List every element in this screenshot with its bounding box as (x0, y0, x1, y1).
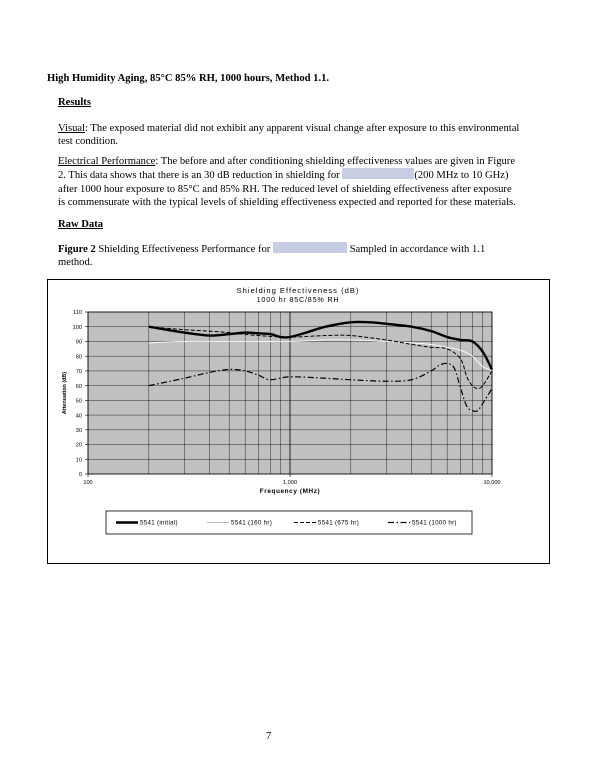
raw-data-heading: Raw Data (58, 219, 104, 230)
figure-label: Figure 2 (58, 244, 96, 255)
figure-caption (58, 242, 548, 270)
redacted-block (342, 168, 414, 179)
y-axis-label: Attenuation (dB) (62, 371, 68, 415)
chart-container (47, 279, 550, 564)
x-tick-label: 100 (83, 480, 93, 486)
electrical-text-2b: (200 MHz to 10 GHz) (414, 170, 509, 182)
electrical-text-3: after 1000 hour exposure to 85°C and 85% RH. The reduced level of shielding effectiveness after exposure (58, 183, 512, 195)
y-tick-label: 80 (75, 354, 82, 361)
electrical-text-4: is commensurate with the typical levels of shielding effectiveness expected and reported for these materials. (58, 197, 516, 209)
legend-label-2: 5541 (160 hr) (231, 519, 273, 527)
visual-label: Visual (58, 123, 86, 134)
visual-paragraph (58, 122, 548, 149)
legend-label-3: 5541 (675 hr) (318, 519, 360, 527)
chart-title: Shielding Effectiveness (dB) (236, 286, 360, 295)
x-tick-label: 10,000 (483, 480, 501, 486)
y-tick-label: 110 (73, 310, 82, 317)
x-tick-label: 1,000 (283, 480, 297, 486)
figure-caption-text-a: Shielding Effectiveness Performance for (95, 244, 271, 255)
y-tick-label: 40 (75, 413, 82, 420)
y-tick-label: 100 (72, 324, 82, 331)
y-tick-label: 20 (75, 442, 82, 449)
chart-svg (48, 280, 549, 563)
y-tick-label: 10 (75, 457, 82, 464)
visual-text-2: test condition. (58, 136, 119, 148)
section-heading: High Humidity Aging, 85°C 85% RH, 1000 hours, Method 1.1. (47, 73, 330, 84)
x-axis-label: Frequency (MHz) (259, 488, 321, 495)
page-number: 7 (266, 731, 272, 742)
y-tick-label: 0 (78, 472, 82, 479)
y-tick-label: 30 (75, 428, 82, 435)
results-heading: Results (58, 97, 91, 108)
visual-text: : The exposed material did not exhibit any apparent visual change after exposure to this environmental (85, 123, 520, 134)
electrical-text-1: : The before and after conditioning shielding effectiveness values are given in Figure (155, 156, 516, 167)
legend-label-4: 5541 (1000 hr) (412, 519, 457, 527)
chart-subtitle: 1000 hr 85C/85% RH (256, 295, 340, 304)
electrical-label: Electrical Performance (58, 156, 156, 167)
y-tick-label: 90 (75, 339, 82, 346)
y-tick-label: 50 (75, 398, 82, 405)
redacted-block-2 (273, 242, 347, 253)
figure-caption-line2: method. (58, 257, 93, 269)
legend-label-1: 5541 (initial) (140, 519, 178, 527)
electrical-paragraph (58, 155, 553, 210)
electrical-text-2a: 2. This data shows that there is an 30 dB reduction in shielding for (58, 170, 340, 182)
y-tick-label: 60 (75, 383, 82, 390)
figure-caption-text-b: Sampled in accordance with 1.1 (349, 244, 486, 255)
y-tick-label: 70 (75, 369, 82, 376)
